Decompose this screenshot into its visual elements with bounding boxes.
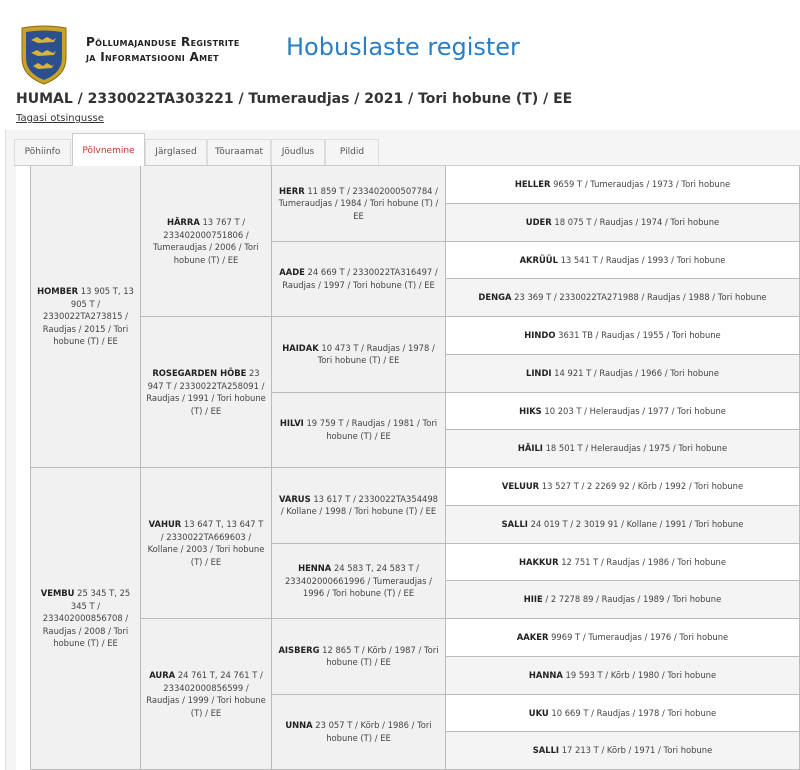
horse-name[interactable]: DENGA — [478, 292, 512, 303]
horse-info: 23 369 T / 2330022TA271988 / Raudjas / 1988 / Tori hobune — [511, 292, 767, 303]
pedigree-tree — [16, 166, 800, 770]
tree-left-border — [30, 166, 31, 770]
pedigree-cell[interactable] — [446, 242, 800, 280]
horse-name[interactable]: HINDO — [524, 330, 556, 341]
tab-jarglased[interactable]: Järglased — [145, 139, 207, 165]
pedigree-cell-text — [277, 342, 440, 367]
horse-info: 14 921 T / Raudjas / 1966 / Tori hobune — [551, 367, 719, 378]
agency-line-2: ja Informatsiooni Amet — [86, 50, 219, 64]
agency-line-1: Põllumajanduse Registrite — [86, 35, 240, 49]
horse-name[interactable]: HAKKUR — [518, 556, 559, 567]
horse-info: 24 583 T, 24 583 T / 233402000661996 / Tumeraudjas / 1996 / Tori hobune (T) / EE — [284, 563, 433, 598]
pedigree-cell-text — [519, 405, 726, 418]
app-title: Hobuslaste register — [286, 33, 520, 61]
pedigree-cell[interactable] — [446, 317, 800, 355]
pedigree-cell[interactable] — [31, 468, 141, 770]
horse-name[interactable]: HIIE — [523, 594, 543, 605]
pedigree-cell[interactable] — [272, 619, 446, 695]
pedigree-cell[interactable] — [31, 166, 141, 468]
pedigree-cell-text — [146, 216, 266, 266]
horse-info: 24 669 T / 2330022TA316497 / Raudjas / 1997 / Tori hobune (T) / EE — [282, 267, 438, 290]
horse-name[interactable]: HILVI — [279, 418, 304, 429]
pedigree-cell-text — [526, 216, 719, 229]
horse-name[interactable]: SALLI — [501, 518, 528, 529]
horse-info: 13 541 T / Raudjas / 1993 / Tori hobune — [557, 254, 726, 265]
horse-name[interactable]: HERR — [279, 185, 305, 196]
horse-info: 19 759 T / Raudjas / 1981 / Tori hobune (T) / EE — [303, 418, 438, 441]
horse-info: 3631 TB / Raudjas / 1955 / Tori hobune — [555, 330, 721, 341]
horse-info: 13 767 T / 233402000751806 / Tumeraudjas / 2006 / Tori hobune (T) / EE — [153, 217, 259, 265]
pedigree-cell[interactable] — [272, 166, 446, 242]
pedigree-cell[interactable] — [446, 430, 800, 468]
estonian-coat-of-arms-icon — [16, 24, 72, 86]
horse-name[interactable]: UNNA — [285, 720, 313, 731]
pedigree-cell-text — [502, 480, 743, 493]
pedigree-cell-text — [36, 587, 135, 650]
horse-info: / 2 7278 89 / Raudjas / 1989 / Tori hobune — [542, 594, 722, 605]
pedigree-cell[interactable] — [446, 506, 800, 544]
pedigree-cell-text — [524, 329, 720, 342]
pedigree-cell[interactable] — [446, 544, 800, 582]
horse-name[interactable]: VELUUR — [501, 481, 540, 492]
pedigree-cell-text — [520, 254, 726, 267]
horse-info: 11 859 T / 233402000507784 / Tumeraudjas / 1984 / Tori hobune (T) / EE — [278, 185, 439, 221]
pedigree-cell-text — [36, 285, 135, 348]
pedigree-cell[interactable] — [446, 166, 800, 204]
pedigree-cell-text — [517, 631, 728, 644]
pedigree-cell-text — [146, 367, 266, 417]
pedigree-cell-text — [518, 442, 727, 455]
horse-name[interactable]: HOMBER — [37, 286, 79, 297]
horse-info: 13 647 T, 13 647 T / 2330022TA669603 / Kollane / 2003 / Tori hobune (T) / EE — [147, 519, 265, 567]
back-to-search-link[interactable]: Tagasi otsingusse — [16, 113, 104, 124]
pedigree-cell-text — [533, 744, 713, 757]
horse-info: 23 947 T / 2330022TA258091 / Raudjas / 1991 / Tori hobune (T) / EE — [146, 368, 266, 416]
pedigree-cell[interactable] — [141, 619, 272, 770]
site-header — [0, 20, 800, 84]
pedigree-cell[interactable] — [141, 317, 272, 468]
horse-info: 24 761 T, 24 761 T / 233402000856599 / Raudjas / 1999 / Tori hobune (T) / EE — [146, 670, 266, 718]
pedigree-cell[interactable] — [446, 393, 800, 431]
tab-pohiinfo[interactable]: Põhiinfo — [14, 139, 71, 165]
pedigree-cell[interactable] — [272, 695, 446, 770]
horse-info: 13 905 T, 13 905 T / 2330022TA273815 / Raudjas / 2015 / Tori hobune (T) / EE — [42, 286, 134, 347]
top-bar — [0, 0, 800, 20]
pedigree-cell[interactable] — [446, 204, 800, 242]
pedigree-cell[interactable] — [446, 581, 800, 619]
horse-name[interactable]: HENNA — [298, 563, 332, 573]
pedigree-cell[interactable] — [272, 544, 446, 620]
horse-name[interactable]: VEMBU — [40, 588, 75, 599]
pedigree-cell-text — [277, 719, 440, 744]
pedigree-cell[interactable] — [446, 695, 800, 733]
horse-name[interactable]: AKRÜÜL — [519, 254, 558, 265]
tab-touraamat[interactable]: Tõuraamat — [207, 139, 271, 165]
pedigree-cell[interactable] — [141, 468, 272, 619]
pedigree-cell-text — [277, 562, 440, 600]
pedigree-cell-text — [277, 417, 440, 442]
pedigree-cell[interactable] — [446, 279, 800, 317]
tab-polvnemine[interactable]: Põlvnemine — [72, 133, 145, 166]
horse-name[interactable]: VARUS — [278, 493, 311, 504]
horse-info: 12 865 T / Kõrb / 1987 / Tori hobune (T) / EE — [319, 644, 439, 668]
horse-name[interactable]: AURA — [149, 670, 176, 680]
horse-name[interactable]: SALLI — [532, 745, 560, 756]
tab-pildid[interactable]: Pildid — [325, 139, 379, 165]
pedigree-cell-text — [277, 185, 440, 223]
pedigree-cell-text — [146, 518, 266, 568]
pedigree-cell[interactable] — [446, 619, 800, 657]
page-title: HUMAL / 2330022TA303221 / Tumeraudjas / 2021 / Tori hobune (T) / EE — [16, 91, 573, 107]
pedigree-cell[interactable] — [141, 166, 272, 317]
horse-info: 10 473 T / Raudjas / 1978 / Tori hobune (T) / EE — [317, 342, 435, 366]
horse-name[interactable]: HELLER — [514, 179, 551, 190]
horse-name[interactable]: HÄRRA — [166, 217, 200, 227]
horse-name[interactable]: HANNA — [528, 669, 563, 680]
pedigree-cell-text — [524, 593, 721, 606]
horse-info: 13 527 T / 2 2269 92 / Kõrb / 1992 / Tori hobune — [539, 481, 744, 492]
pedigree-cell-text — [478, 291, 766, 304]
horse-info: 23 057 T / Kõrb / 1986 / Tori hobune (T) / EE — [312, 720, 432, 743]
horse-info: 13 617 T / 2330022TA354498 / Kollane / 1998 / Tori hobune (T) / EE — [280, 493, 439, 517]
horse-name[interactable]: AISBERG — [278, 644, 320, 655]
horse-name[interactable]: LINDI — [525, 367, 552, 378]
horse-info: 18 075 T / Raudjas / 1974 / Tori hobune — [551, 216, 720, 227]
horse-name[interactable]: VAHUR — [148, 519, 182, 529]
horse-info: 25 345 T, 25 345 T / 233402000856708 / Raudjas / 2008 / Tori hobune (T) / EE — [42, 588, 131, 649]
horse-info: 9659 T / Tumeraudjas / 1973 / Tori hobune — [550, 179, 731, 190]
pedigree-cell[interactable] — [446, 732, 800, 770]
horse-info: 24 019 T / 2 3019 91 / Kollane / 1991 / Tori hobune — [527, 518, 744, 529]
pedigree-cell[interactable] — [272, 317, 446, 393]
horse-info: 18 501 T / Heleraudjas / 1975 / Tori hobune — [542, 443, 728, 454]
pedigree-cell[interactable] — [272, 468, 446, 544]
horse-name[interactable]: UKU — [528, 707, 549, 718]
horse-name[interactable]: HAIDAK — [282, 342, 319, 353]
horse-info: 12 751 T / Raudjas / 1986 / Tori hobune — [558, 556, 727, 567]
pedigree-cell-text — [529, 669, 716, 682]
pedigree-cell-text — [515, 178, 730, 191]
pedigree-cell-text — [502, 518, 744, 531]
pedigree-cell-text — [277, 644, 440, 669]
horse-name[interactable]: ROSEGARDEN HÕBE — [152, 368, 247, 378]
pedigree-cell-text — [529, 707, 716, 720]
horse-name[interactable]: UDER — [525, 216, 552, 227]
pedigree-cell-text — [277, 493, 440, 518]
pedigree-cell-text — [146, 669, 266, 719]
pedigree-cell[interactable] — [446, 657, 800, 695]
horse-info: 9969 T / Tumeraudjas / 1976 / Tori hobune — [548, 632, 729, 643]
pedigree-cell-text — [526, 367, 719, 380]
horse-info: 17 213 T / Kõrb / 1971 / Tori hobune — [559, 745, 713, 756]
pedigree-cell[interactable] — [446, 468, 800, 506]
horse-info: 19 593 T / Kõrb / 1980 / Tori hobune — [562, 669, 717, 680]
pedigree-cell[interactable] — [272, 242, 446, 318]
tab-joudlus[interactable]: Jõudlus — [271, 139, 325, 165]
pedigree-cell-text — [519, 556, 726, 569]
pedigree-cell-text — [277, 266, 440, 291]
horse-name[interactable]: AADE — [279, 267, 305, 278]
pedigree-cell[interactable] — [446, 355, 800, 393]
agency-name — [86, 35, 240, 65]
pedigree-cell[interactable] — [272, 393, 446, 469]
horse-info: 10 203 T / Heleraudjas / 1977 / Tori hobune — [541, 405, 726, 416]
horse-info: 10 669 T / Raudjas / 1978 / Tori hobune — [548, 707, 717, 718]
horse-name[interactable]: AAKER — [516, 632, 549, 643]
horse-name[interactable]: HÄILI — [517, 443, 543, 454]
horse-name[interactable]: HIKS — [519, 405, 542, 416]
